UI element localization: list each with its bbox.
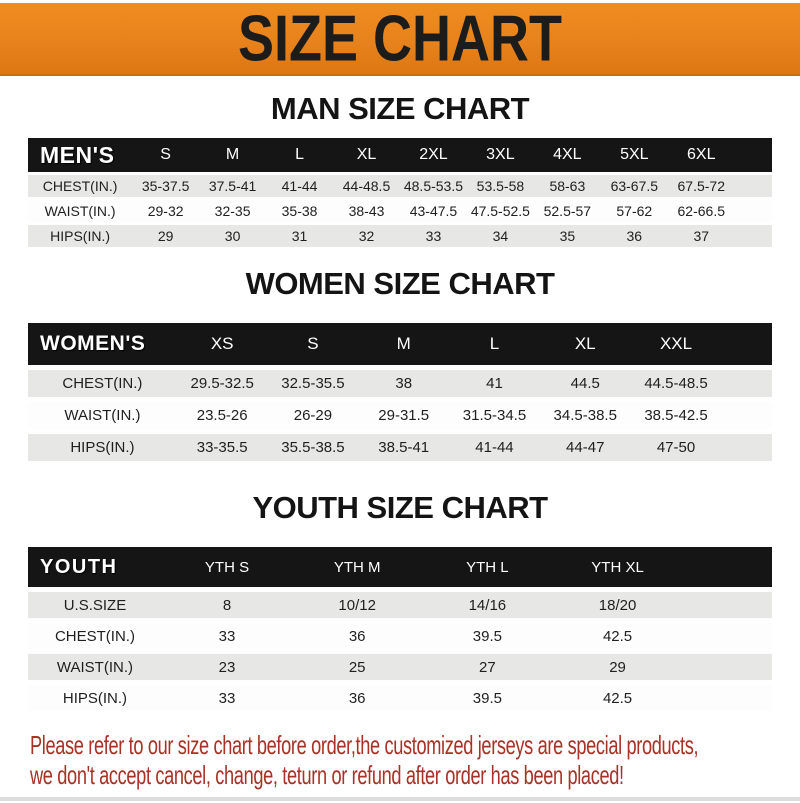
size-value-cell: 31.5-34.5 xyxy=(462,407,527,424)
size-value-cell: 33 xyxy=(218,627,236,645)
size-value-cell: 58-63 xyxy=(549,178,586,194)
size-value-cell: 25 xyxy=(348,658,366,676)
size-value-cell: 38.5-41 xyxy=(378,439,430,456)
size-value-cell: 33 xyxy=(425,228,442,244)
row-spacer xyxy=(721,402,772,429)
size-value-cell: 29 xyxy=(157,228,174,244)
bottom-edge-strip xyxy=(0,797,800,801)
row-spacer xyxy=(735,175,772,197)
size-value-cell: 33 xyxy=(218,689,236,707)
men-section-heading: MAN SIZE CHART xyxy=(270,91,530,126)
size-value-cell: 47.5-52.5 xyxy=(470,203,530,219)
size-value-cell: 42.5 xyxy=(602,689,633,707)
size-value-cell: 38 xyxy=(395,375,413,392)
row-spacer xyxy=(721,434,772,461)
row-label: U.S.SIZE xyxy=(63,596,127,614)
row-label: HIPS(IN.) xyxy=(70,439,135,456)
column-header: YTH M xyxy=(333,558,381,576)
size-value-cell: 35-37.5 xyxy=(141,178,190,194)
banner-title: SIZE CHART xyxy=(238,2,562,75)
column-header: YTH XL xyxy=(591,558,644,576)
size-value-cell: 27 xyxy=(479,658,496,676)
column-header: XL xyxy=(356,146,377,163)
size-value-cell: 29.5-32.5 xyxy=(190,375,254,392)
table-row xyxy=(28,434,772,461)
size-value-cell: 32.5-35.5 xyxy=(281,375,345,392)
size-value-cell: 33-35.5 xyxy=(196,439,248,456)
banner xyxy=(0,3,800,76)
size-value-cell: 35-38 xyxy=(281,203,318,219)
men-size-table xyxy=(28,135,772,250)
size-value-cell: 63-67.5 xyxy=(610,178,659,194)
column-header: XS xyxy=(210,334,234,353)
youth-size-table xyxy=(28,542,772,716)
size-value-cell: 38-43 xyxy=(348,203,385,219)
column-header: XL xyxy=(574,334,596,353)
footer-text xyxy=(30,730,786,790)
size-value-cell: 32-35 xyxy=(214,203,251,219)
row-label: WAIST(IN.) xyxy=(56,658,133,676)
table-row xyxy=(28,685,772,711)
size-value-cell: 36 xyxy=(626,228,643,244)
size-value-cell: 37.5-41 xyxy=(208,178,257,194)
women-section-heading: WOMEN SIZE CHART xyxy=(245,266,555,301)
footer-line-1: Please refer to our size chart before order,the customized jerseys are special products, xyxy=(30,730,699,760)
size-value-cell: 39.5 xyxy=(472,689,502,707)
row-label: CHEST(IN.) xyxy=(42,178,118,194)
row-spacer xyxy=(683,592,772,618)
size-value-cell: 44-47 xyxy=(566,439,605,456)
size-value-cell: 37 xyxy=(693,228,710,244)
table-row xyxy=(28,225,772,247)
row-label: HIPS(IN.) xyxy=(62,689,128,707)
table-row xyxy=(28,402,772,429)
size-value-cell: 44.5 xyxy=(570,375,600,392)
section-men xyxy=(0,91,800,250)
column-header: 5XL xyxy=(620,146,649,163)
column-header: YTH S xyxy=(204,558,250,576)
size-value-cell: 47-50 xyxy=(656,439,696,456)
column-header: L xyxy=(489,334,500,353)
column-header: S xyxy=(307,334,319,353)
row-spacer xyxy=(735,225,772,247)
size-value-cell: 43-47.5 xyxy=(409,203,458,219)
header-spacer xyxy=(721,323,772,365)
column-header: YTH L xyxy=(466,558,509,576)
size-value-cell: 41 xyxy=(486,375,503,392)
row-label: CHEST(IN.) xyxy=(54,627,135,645)
row-spacer xyxy=(683,654,772,680)
column-header: XXL xyxy=(659,334,693,353)
size-value-cell: 23 xyxy=(218,658,236,676)
table-header-row xyxy=(28,138,772,172)
size-value-cell: 41-44 xyxy=(281,178,318,194)
size-value-cell: 67.5-72 xyxy=(677,178,725,194)
size-value-cell: 62-66.5 xyxy=(677,203,725,219)
women-size-table xyxy=(28,318,772,466)
size-value-cell: 30 xyxy=(224,228,241,244)
size-value-cell: 52.5-57 xyxy=(543,203,592,219)
row-label: HIPS(IN.) xyxy=(50,228,111,244)
table-row xyxy=(28,592,772,618)
size-value-cell: 44-48.5 xyxy=(342,178,391,194)
table-row xyxy=(28,623,772,649)
section-youth xyxy=(0,490,800,716)
table-title: WOMEN'S xyxy=(40,332,146,355)
size-value-cell: 57-62 xyxy=(616,203,653,219)
column-header: 3XL xyxy=(486,146,515,163)
size-value-cell: 35 xyxy=(559,228,576,244)
size-value-cell: 34.5-38.5 xyxy=(553,407,617,424)
row-spacer xyxy=(735,200,772,222)
column-header: 2XL xyxy=(419,146,448,163)
size-value-cell: 35.5-38.5 xyxy=(281,439,345,456)
column-header: M xyxy=(225,146,240,163)
column-header: L xyxy=(295,146,304,163)
size-value-cell: 23.5-26 xyxy=(196,407,248,424)
table-header-row xyxy=(28,323,772,365)
size-value-cell: 29-31.5 xyxy=(378,407,430,424)
header-spacer xyxy=(683,547,772,587)
size-value-cell: 42.5 xyxy=(602,627,633,645)
row-spacer xyxy=(683,623,772,649)
column-header: 6XL xyxy=(687,146,716,163)
table-header-row xyxy=(28,547,772,587)
size-value-cell: 53.5-58 xyxy=(476,178,525,194)
table-row xyxy=(28,654,772,680)
size-value-cell: 29 xyxy=(609,658,626,676)
column-header: M xyxy=(396,334,411,353)
size-value-cell: 32 xyxy=(358,228,375,244)
header-spacer xyxy=(735,138,772,172)
size-value-cell: 38.5-42.5 xyxy=(644,407,708,424)
footer-line-2: we don't accept cancel, change, teturn or refund after order has been placed! xyxy=(30,760,624,790)
size-value-cell: 39.5 xyxy=(472,627,502,645)
row-label: CHEST(IN.) xyxy=(62,375,143,392)
size-value-cell: 44.5-48.5 xyxy=(644,375,708,392)
table-row xyxy=(28,200,772,222)
size-value-cell: 36 xyxy=(348,627,366,645)
size-value-cell: 29-32 xyxy=(147,203,184,219)
size-value-cell: 48.5-53.5 xyxy=(403,178,464,194)
table-row xyxy=(28,175,772,197)
row-spacer xyxy=(721,370,772,397)
size-value-cell: 36 xyxy=(348,689,366,707)
size-value-cell: 8 xyxy=(222,596,232,614)
size-value-cell: 41-44 xyxy=(475,439,514,456)
footer-note xyxy=(30,730,800,790)
size-value-cell: 14/16 xyxy=(468,596,507,614)
row-label: WAIST(IN.) xyxy=(44,203,116,219)
column-header: S xyxy=(160,146,171,163)
size-value-cell: 34 xyxy=(492,228,509,244)
table-title: YOUTH xyxy=(40,555,118,578)
size-value-cell: 26-29 xyxy=(293,407,333,424)
size-value-cell: 31 xyxy=(291,228,308,244)
size-value-cell: 10/12 xyxy=(338,596,376,614)
column-header: 4XL xyxy=(553,146,582,163)
table-row xyxy=(28,370,772,397)
size-value-cell: 18/20 xyxy=(598,596,637,614)
row-spacer xyxy=(683,685,772,711)
youth-section-heading: YOUTH SIZE CHART xyxy=(252,490,548,525)
table-title: MEN'S xyxy=(40,141,115,168)
section-women xyxy=(0,266,800,466)
row-label: WAIST(IN.) xyxy=(64,407,141,424)
